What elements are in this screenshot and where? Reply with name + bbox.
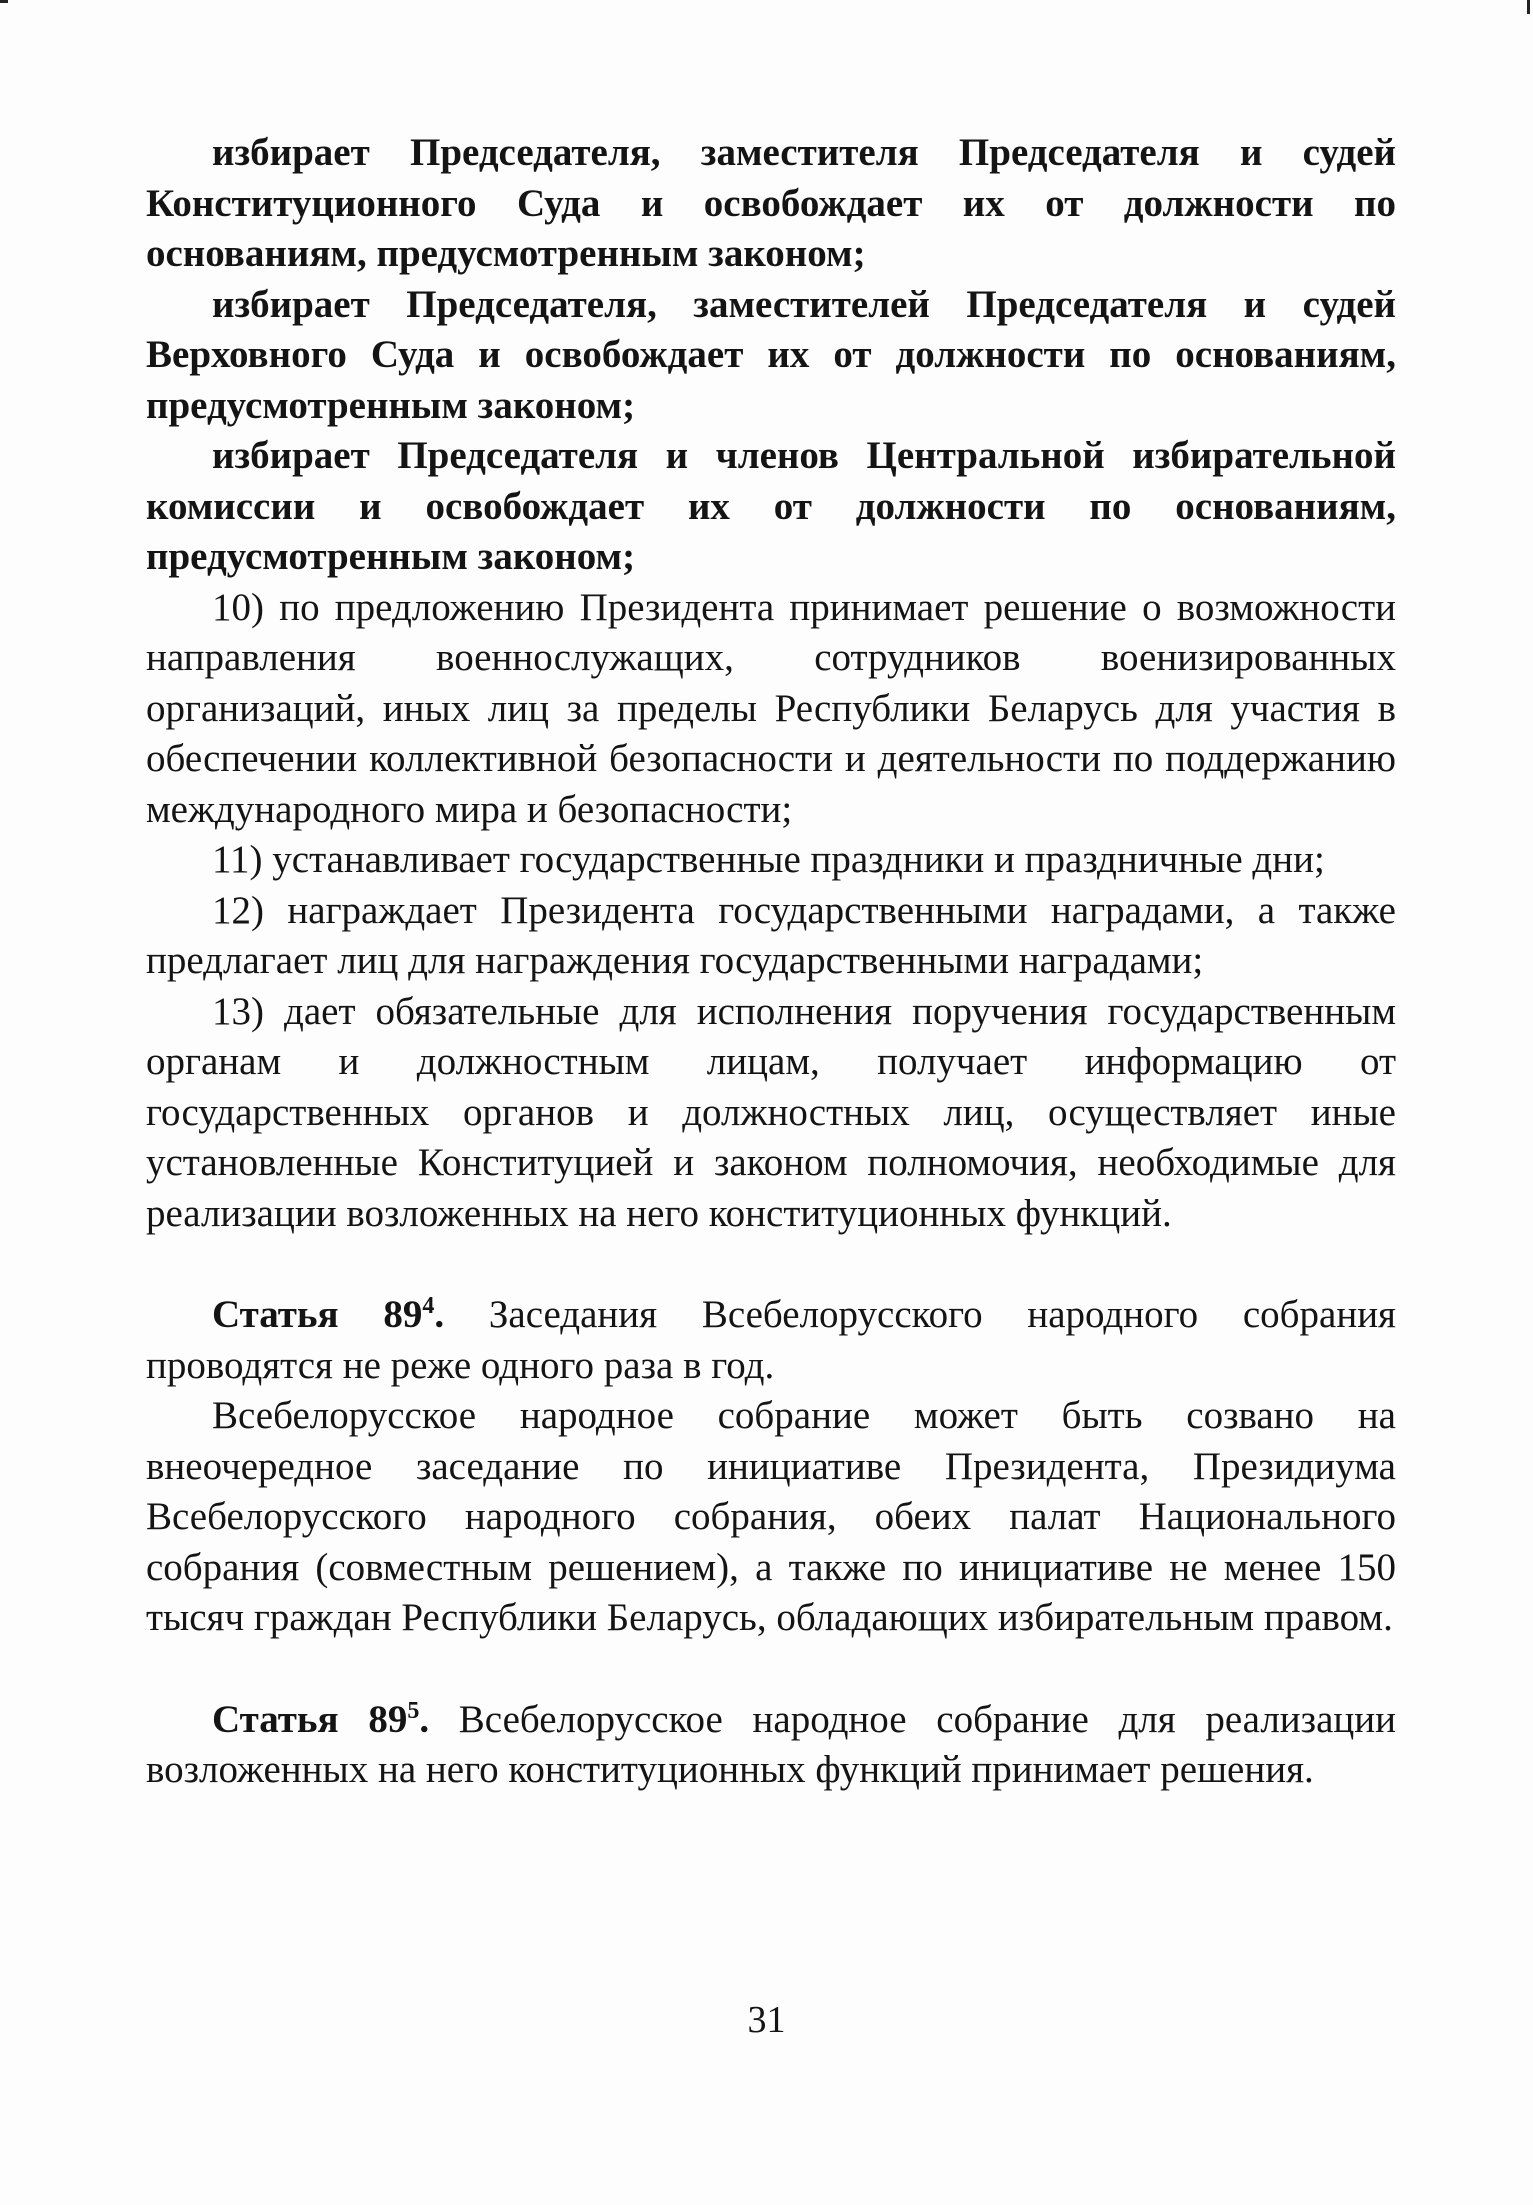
list-item-12: 12) награждает Президента государственными наградами, а также предлагает лиц для награждения государственными наградами; (146, 888, 1396, 982)
article-89-5-text: Всебелорусское народное собрание для реализации возложенных на него конституционных функций принимает решения. (146, 1697, 1396, 1791)
paragraph-constitutional-court: избирает Председателя, заместителя Председателя и судей Конституционного Суда и освобождает их от должности по основаниям, предусмотренным законом; (146, 131, 1396, 275)
list-item-11: 11) устанавливает государственные праздники и праздничные дни; (212, 838, 1325, 881)
list-item-10: 10) по предложению Президента принимает решение о возможности направления военнослужащих, сотрудников военизированных организаций, иных лиц за пределы Республики Беларусь для участия в обеспечении коллективной безопасности и деятельности по поддержанию международного мира и безопасности; (146, 585, 1396, 831)
article-89-4-title: Статья $89^4$. (212, 1293, 445, 1336)
scan-edge-mark-left (0, 0, 8, 3)
paragraph-election-commission: избирает Председателя и членов Центральной избирательной комиссии и освобождает их от должности по основаниям, предусмотренным законом; (146, 434, 1396, 578)
article-89-4-paragraph-1 (146, 1290, 1396, 1391)
article-89-5-title: Статья $89^5$. (212, 1697, 430, 1741)
article-89-4-text: Заседания Всебелорусского народного собрания проводятся не реже одного раза в год. (146, 1293, 1396, 1387)
article-89-5-paragraph (146, 1695, 1396, 1796)
spacer (146, 1239, 1396, 1290)
list-item-13: 13) дает обязательные для исполнения поручения государственным органам и должностным лицам, получает информацию от государственных органов и должностных лиц, осуществляет иные установленные Конституцией и законом полномочия, необходимые для реализации возложенных на него конституционных функций. (146, 989, 1396, 1235)
spacer (146, 1644, 1396, 1695)
page-number: 31 (747, 1999, 786, 2041)
document-body (146, 128, 1396, 1796)
article-89-4-paragraph-2: Всебелорусское народное собрание может быть созвано на внеочередное заседание по инициативе Президента, Президиума Всебелорусского народного собрания, обеих палат Национального собрания (совместным решением), а также по инициативе не менее 150 тысяч граждан Республики Беларусь, обладающих избирательным правом. (146, 1394, 1396, 1639)
scan-edge-mark-right (1527, 0, 1530, 14)
paragraph-supreme-court: избирает Председателя, заместителей Председателя и судей Верховного Суда и освобождает их от должности по основаниям, предусмотренным законом; (146, 282, 1396, 427)
